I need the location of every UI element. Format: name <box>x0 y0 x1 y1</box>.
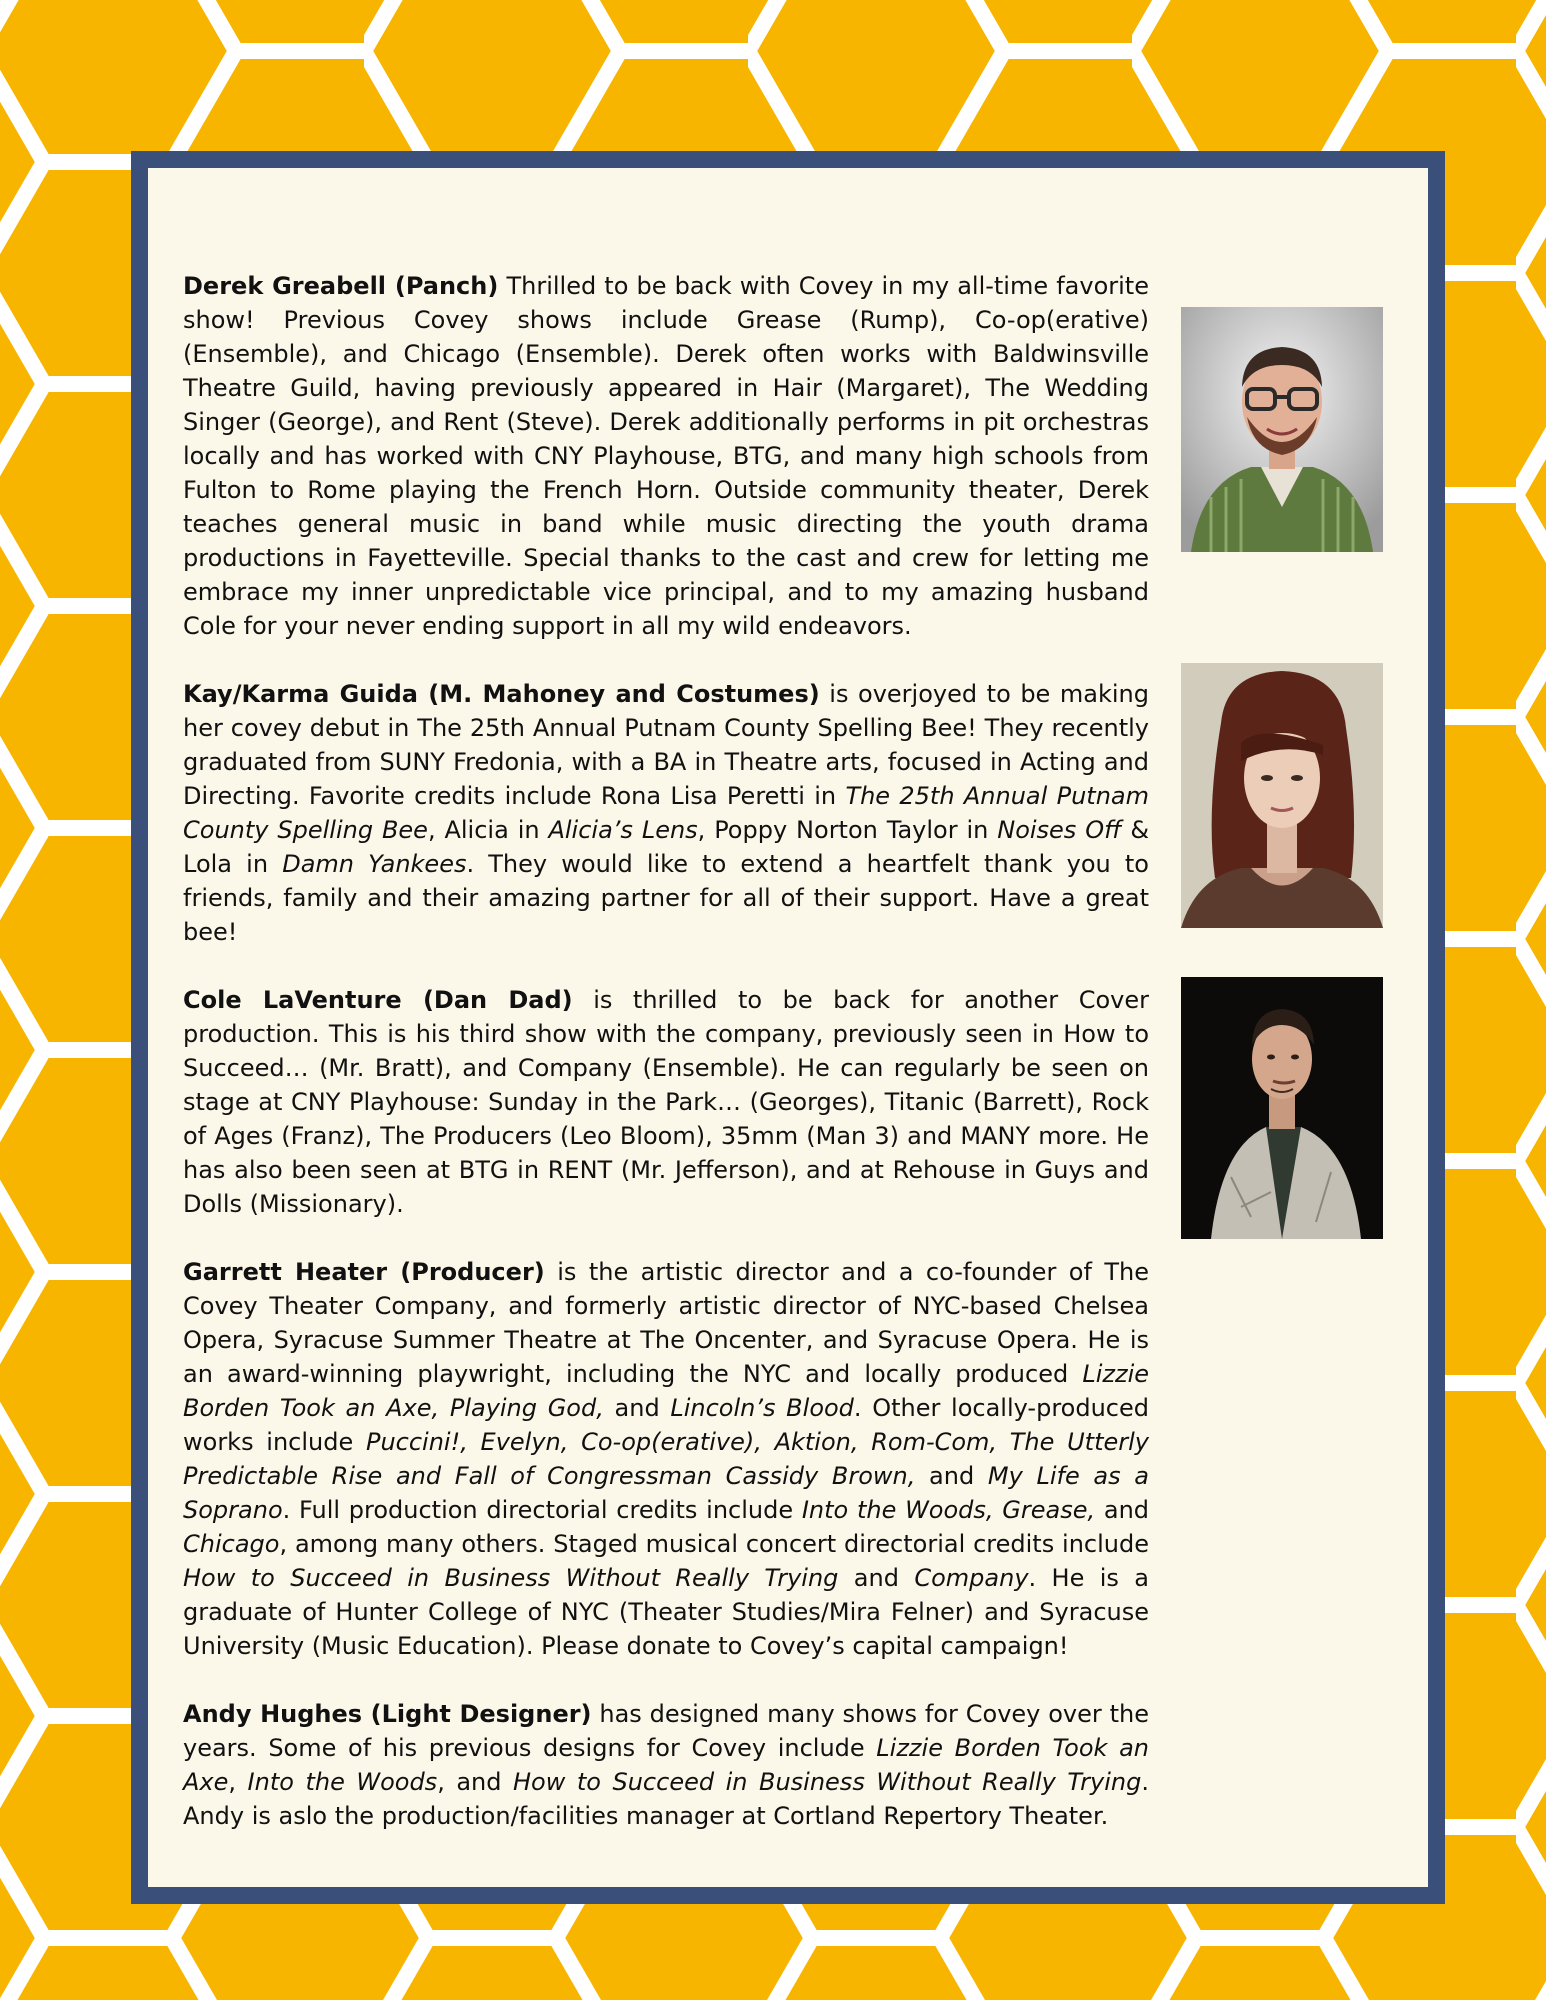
bio-text: . Other locally-produced works include <box>183 1394 1149 1456</box>
bio-name: Kay/Karma Guida (M. Mahoney and Costumes) <box>183 680 820 708</box>
bio-text: is thrilled to be back for another Cover production. This is his third show with the company, previously seen in How to Succeed… (Mr. Bratt), and Company (Ensemble). He can regularly be seen on stage at CNY Playhouse: Sunday in the Park… (Georges), Titanic (Barrett), Rock of Ages (Franz), The Producers (Leo Bloom), 35mm (Man 3) and MANY more. He has also been seen at BTG in RENT (Mr. Jefferson), and at Rehouse in Guys and Dolls (Missionary). <box>183 986 1149 1218</box>
bio-title-italic: Lizzie Borden Took an Axe <box>183 1734 1149 1796</box>
bio-title-italic: Puccini!, Evelyn, Co-op(erative), Aktion, Rom-Com, The Utterly Predictable Rise and Fall of Congressman Cassidy Brown, <box>183 1428 1150 1490</box>
bio-text: , Poppy Norton Taylor in <box>697 816 998 844</box>
bio-text: and <box>915 1462 988 1490</box>
bio-title-italic: Company <box>914 1564 1029 1592</box>
bio-title-italic: The 25th Annual Putnam County Spelling Bee <box>183 782 1150 844</box>
bio-title-italic: Noises Off <box>997 816 1122 844</box>
bio-text: . Andy is aslo the production/facilities manager at Cortland Repertory Theater. <box>183 1768 1149 1830</box>
bio-kay-karma-guida <box>183 677 1149 949</box>
bio-title-italic: How to Succeed in Business Without Really Trying <box>183 1564 839 1592</box>
bio-text: has designed many shows for Covey over the years. Some of his previous designs for Covey include <box>183 1700 1149 1762</box>
bio-garrett-heater <box>183 1255 1149 1663</box>
bio-text: & Lola in <box>183 816 1150 878</box>
headshot-cole-laventure <box>1181 977 1383 1239</box>
bio-text: and <box>603 1394 671 1422</box>
bio-text: Thrilled to be back with Covey in my all-time favorite show! Previous Covey shows include Grease (Rump), Co-op(erative) (Ensemble), and Chicago (Ensemble). Derek often works with Baldwinsville Theatre Guild, having previously appeared in Hair (Margaret), The Wedding Singer (George), and Rent (Steve). Derek additionally performs in pit orchestras locally and has worked with CNY Playhouse, BTG, and many high schools from Fulton to Rome playing the French Horn. Outside community theater, Derek teaches general music in band while music directing the youth drama productions in Fayetteville. Special thanks to the cast and crew for letting me embrace my inner unpredictable vice principal, and to my amazing husband Cole for your never ending support in all my wild endeavors. <box>183 272 1149 640</box>
bio-title-italic: Into the Woods <box>247 1768 438 1796</box>
bio-title-italic: Alicia’s Lens <box>548 816 698 844</box>
bio-text: , and <box>437 1768 513 1796</box>
bio-title-italic: Into the Woods, Grease, <box>801 1496 1096 1524</box>
bio-title-italic: How to Succeed in Business Without Really Trying <box>513 1768 1142 1796</box>
headshot-derek-greabell <box>1181 307 1383 552</box>
bio-name: Cole LaVenture (Dan Dad) <box>183 986 573 1014</box>
bio-text: is the artistic director and a co-founder of The Covey Theater Company, and formerly artistic director of NYC-based Chelsea Opera, Syracuse Summer Theatre at The Oncenter, and Syracuse Opera. He is an award-winning playwright, including the NYC and locally produced <box>183 1258 1149 1388</box>
bio-text: is overjoyed to be making her covey debut in The 25th Annual Putnam County Spelling Bee! They recently graduated from SUNY Fredonia, with a BA in Theatre arts, focused in Acting and Directing. Favorite credits include Rona Lisa Peretti in <box>183 680 1149 810</box>
bio-name: Andy Hughes (Light Designer) <box>183 1700 592 1728</box>
bio-title-italic: My Life as a Soprano <box>183 1462 1150 1524</box>
headshot-kay-karma-guida <box>1181 663 1383 928</box>
bio-title-italic: Lincoln’s Blood <box>670 1394 854 1422</box>
bio-name: Garrett Heater (Producer) <box>183 1258 545 1286</box>
bio-text: . He is a graduate of Hunter College of NYC (Theater Studies/Mira Felner) and Syracuse University (Music Education). Please donate to Covey’s capital campaign! <box>183 1564 1149 1660</box>
bio-text: and <box>1095 1496 1150 1524</box>
bio-text: , Alicia in <box>427 816 549 844</box>
bio-text: and <box>838 1564 915 1592</box>
bio-cole-laventure <box>183 983 1149 1221</box>
bio-text: , <box>228 1768 248 1796</box>
bio-andy-hughes <box>183 1697 1149 1833</box>
bio-title-italic: Chicago <box>183 1530 280 1558</box>
bio-title-italic: Damn Yankees <box>282 850 467 878</box>
bio-title-italic: Lizzie Borden Took an Axe, Playing God, <box>183 1360 1149 1422</box>
bio-text: . They would like to extend a heartfelt thank you to friends, family and their amazing partner for all of their support. Have a great bee! <box>183 850 1149 946</box>
bio-text: , among many others. Staged musical concert directorial credits include <box>279 1530 1149 1558</box>
bio-text: . Full production directorial credits include <box>282 1496 802 1524</box>
bio-name: Derek Greabell (Panch) <box>183 272 499 300</box>
bio-derek-greabell <box>183 269 1149 643</box>
